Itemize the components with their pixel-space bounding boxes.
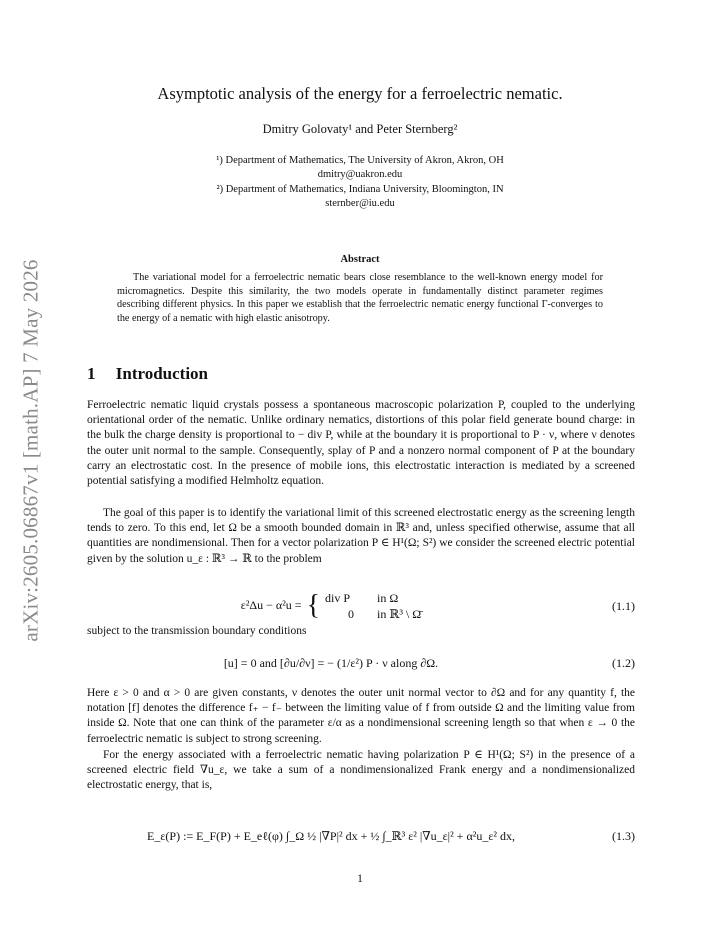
paragraph-2: The goal of this paper is to identify the variational limit of this screened electrostatic energy as the screening length tends to zero. To this end, let Ω be a smooth bounded domain in ℝ³ and, unless specified otherwise, assume that all quantities are nondimensional. Then for a vector polarization P ∈ H¹(Ω; S²) we consider the screened electric potential given by the solution u_ε : ℝ³ → ℝ to the problem [87, 507, 635, 565]
affiliation-1-email: dmitry@uakron.edu [317, 169, 403, 180]
arxiv-sidebar [10, 240, 52, 660]
section-heading [87, 364, 208, 384]
abstract-text: The variational model for a ferroelectric nematic bears close resemblance to the well-known energy model for micromagnetics. Despite this similarity, the two models operate in fundamentally distinct parameter regimes describing different physics. In this paper we establish that the ferroelectric nematic energy functional Γ-converges to the energy of a nematic with high elastic anisotropy. [117, 272, 603, 324]
equation-1-1-body: ε²Δu − α²u = { div P in Ω 0 in ℝ³ \ Ω̄ [240, 590, 422, 621]
affiliation-2-email: sternber@iu.edu [325, 198, 395, 209]
paragraph-4: Here ε > 0 and α > 0 are given constants, ν denotes the outer unit normal vector to ∂Ω and for any quantity f, the notation [f] denotes the difference f₊ − f₋ between the limiting value of f from outside Ω and the limiting value from inside Ω. Note that one can think of the parameter ε/α as a nondimensional screening length so that when ε → 0 the ferroelectric nematic is subject to strong screening. [87, 687, 635, 745]
equation-1-3-body: E_ε(P) := E_F(P) + E_eℓ(φ) ∫_Ω ½ |∇P|² dx + ½ ∫_ℝ³ ε² |∇u_ε|² + α²u_ε² dx, [147, 828, 515, 843]
paper-title: Asymptotic analysis of the energy for a ferroelectric nematic. [157, 84, 563, 103]
equation-number: (1.3) [612, 828, 635, 843]
equation-1-1 [87, 586, 635, 626]
equation-number: (1.1) [612, 598, 635, 613]
paragraph-3: subject to the transmission boundary conditions [87, 625, 307, 637]
affiliation-2: ²) Department of Mathematics, Indiana University, Bloomington, IN [216, 184, 504, 195]
paper-authors: Dmitry Golovaty¹ and Peter Sternberg² [262, 122, 458, 136]
section-number: 1 [87, 364, 96, 383]
section-title: Introduction [115, 364, 209, 383]
page-number: 1 [357, 873, 363, 885]
equation-1-3 [87, 816, 635, 856]
equation-number: (1.2) [612, 655, 635, 670]
equation-1-2 [87, 643, 635, 683]
affiliation-1: ¹) Department of Mathematics, The University of Akron, Akron, OH [216, 155, 504, 166]
paragraph-1: Ferroelectric nematic liquid crystals possess a spontaneous macroscopic polarization P, coupled to the underlying orientational order of the nematic. Unlike ordinary nematics, distortions of this polar field generate bound charge: in the bulk the charge density is proportional to − div P, while at the boundary it is proportional to P · ν, where ν denotes the outer unit normal to the sample. Consequently, splay of P and a nonzero normal component of P at the boundary carry an electrostatic cost. In the presence of mobile ions, this electrostatic interaction is mediated by a screened potential satisfying a modified Helmholtz equation. [87, 399, 635, 488]
abstract-heading: Abstract [340, 254, 380, 265]
arxiv-identifier: arXiv:2605.06867v1 [math.AP] 7 May 2026 [18, 258, 43, 642]
paragraph-5: For the energy associated with a ferroelectric nematic having polarization P ∈ H¹(Ω; S²) in the presence of a screened electric field ∇u_ε, we take a sum of a nondimensionalized Frank energy and a nondimensionalized electrostatic energy, that is, [87, 749, 635, 792]
equation-1-2-body: [u] = 0 and [∂u/∂ν] = − (1/ε²) P · ν along ∂Ω. [223, 655, 439, 670]
